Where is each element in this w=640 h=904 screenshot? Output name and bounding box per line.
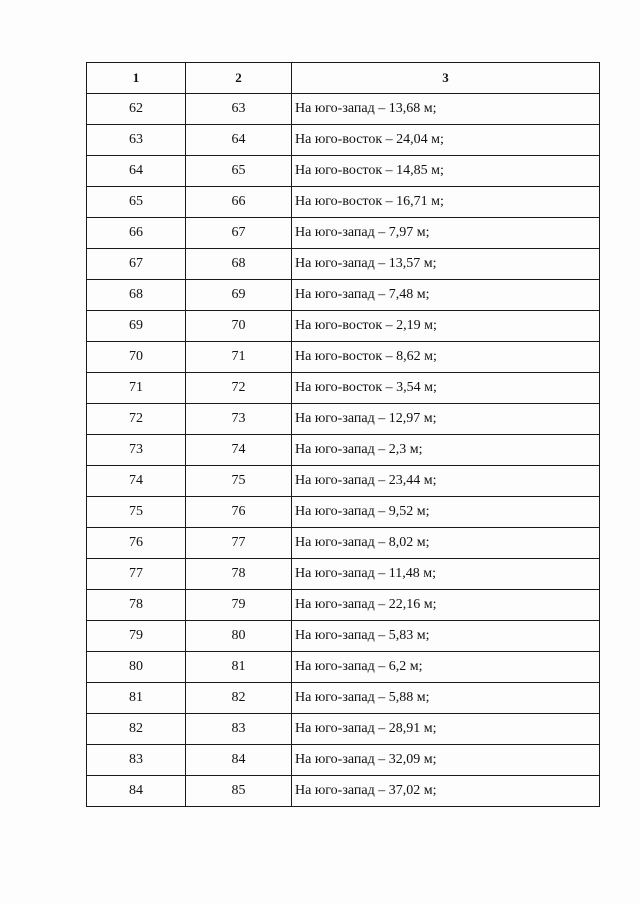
table-row bbox=[87, 621, 600, 652]
point-from-cell: 75 bbox=[87, 497, 186, 528]
direction-distance-cell: На юго-запад – 32,09 м; bbox=[292, 745, 600, 776]
direction-distance-cell: На юго-запад – 5,83 м; bbox=[292, 621, 600, 652]
table-header bbox=[87, 63, 600, 94]
direction-distance-cell: На юго-восток – 2,19 м; bbox=[292, 311, 600, 342]
point-from-cell: 79 bbox=[87, 621, 186, 652]
header-row bbox=[87, 63, 600, 94]
table-row bbox=[87, 156, 600, 187]
point-to-cell: 71 bbox=[186, 342, 292, 373]
table-row bbox=[87, 652, 600, 683]
point-from-cell: 76 bbox=[87, 528, 186, 559]
point-to-cell: 78 bbox=[186, 559, 292, 590]
point-from-cell: 80 bbox=[87, 652, 186, 683]
point-from-cell: 62 bbox=[87, 94, 186, 125]
point-from-cell: 65 bbox=[87, 187, 186, 218]
direction-distance-cell: На юго-запад – 6,2 м; bbox=[292, 652, 600, 683]
point-to-cell: 74 bbox=[186, 435, 292, 466]
point-to-cell: 82 bbox=[186, 683, 292, 714]
point-from-cell: 82 bbox=[87, 714, 186, 745]
point-from-cell: 64 bbox=[87, 156, 186, 187]
table-row bbox=[87, 125, 600, 156]
direction-distance-cell: На юго-запад – 22,16 м; bbox=[292, 590, 600, 621]
point-to-cell: 80 bbox=[186, 621, 292, 652]
table-row bbox=[87, 249, 600, 280]
point-to-cell: 72 bbox=[186, 373, 292, 404]
point-to-cell: 76 bbox=[186, 497, 292, 528]
point-from-cell: 67 bbox=[87, 249, 186, 280]
direction-distance-cell: На юго-восток – 8,62 м; bbox=[292, 342, 600, 373]
point-from-cell: 71 bbox=[87, 373, 186, 404]
table-row bbox=[87, 94, 600, 125]
table-row bbox=[87, 528, 600, 559]
direction-distance-cell: На юго-запад – 13,68 м; bbox=[292, 94, 600, 125]
point-from-cell: 81 bbox=[87, 683, 186, 714]
direction-distance-cell: На юго-запад – 12,97 м; bbox=[292, 404, 600, 435]
column-header-3: 3 bbox=[292, 63, 600, 94]
boundary-table bbox=[86, 62, 600, 807]
point-from-cell: 68 bbox=[87, 280, 186, 311]
point-to-cell: 84 bbox=[186, 745, 292, 776]
point-to-cell: 67 bbox=[186, 218, 292, 249]
table-row bbox=[87, 590, 600, 621]
table-row bbox=[87, 745, 600, 776]
point-to-cell: 65 bbox=[186, 156, 292, 187]
table-row bbox=[87, 218, 600, 249]
point-to-cell: 77 bbox=[186, 528, 292, 559]
direction-distance-cell: На юго-восток – 3,54 м; bbox=[292, 373, 600, 404]
direction-distance-cell: На юго-запад – 7,48 м; bbox=[292, 280, 600, 311]
table-row bbox=[87, 404, 600, 435]
table-row bbox=[87, 714, 600, 745]
point-to-cell: 79 bbox=[186, 590, 292, 621]
direction-distance-cell: На юго-запад – 2,3 м; bbox=[292, 435, 600, 466]
direction-distance-cell: На юго-восток – 14,85 м; bbox=[292, 156, 600, 187]
point-from-cell: 69 bbox=[87, 311, 186, 342]
table-body bbox=[87, 94, 600, 807]
table-row bbox=[87, 187, 600, 218]
point-to-cell: 81 bbox=[186, 652, 292, 683]
point-from-cell: 66 bbox=[87, 218, 186, 249]
direction-distance-cell: На юго-запад – 23,44 м; bbox=[292, 466, 600, 497]
column-header-2: 2 bbox=[186, 63, 292, 94]
point-from-cell: 77 bbox=[87, 559, 186, 590]
table-row bbox=[87, 435, 600, 466]
point-from-cell: 74 bbox=[87, 466, 186, 497]
table-row bbox=[87, 311, 600, 342]
point-to-cell: 66 bbox=[186, 187, 292, 218]
table-row bbox=[87, 342, 600, 373]
direction-distance-cell: На юго-запад – 28,91 м; bbox=[292, 714, 600, 745]
direction-distance-cell: На юго-восток – 24,04 м; bbox=[292, 125, 600, 156]
direction-distance-cell: На юго-запад – 13,57 м; bbox=[292, 249, 600, 280]
point-to-cell: 63 bbox=[186, 94, 292, 125]
table-row bbox=[87, 497, 600, 528]
column-header-1: 1 bbox=[87, 63, 186, 94]
table-row bbox=[87, 683, 600, 714]
point-to-cell: 69 bbox=[186, 280, 292, 311]
table-row bbox=[87, 466, 600, 497]
point-from-cell: 84 bbox=[87, 776, 186, 807]
point-from-cell: 83 bbox=[87, 745, 186, 776]
table-row bbox=[87, 280, 600, 311]
direction-distance-cell: На юго-восток – 16,71 м; bbox=[292, 187, 600, 218]
direction-distance-cell: На юго-запад – 5,88 м; bbox=[292, 683, 600, 714]
point-to-cell: 83 bbox=[186, 714, 292, 745]
table-row bbox=[87, 776, 600, 807]
table-row bbox=[87, 559, 600, 590]
point-from-cell: 73 bbox=[87, 435, 186, 466]
point-to-cell: 75 bbox=[186, 466, 292, 497]
point-to-cell: 68 bbox=[186, 249, 292, 280]
direction-distance-cell: На юго-запад – 37,02 м; bbox=[292, 776, 600, 807]
direction-distance-cell: На юго-запад – 7,97 м; bbox=[292, 218, 600, 249]
table-row bbox=[87, 373, 600, 404]
point-to-cell: 85 bbox=[186, 776, 292, 807]
point-from-cell: 72 bbox=[87, 404, 186, 435]
point-from-cell: 63 bbox=[87, 125, 186, 156]
point-to-cell: 64 bbox=[186, 125, 292, 156]
point-to-cell: 70 bbox=[186, 311, 292, 342]
point-to-cell: 73 bbox=[186, 404, 292, 435]
direction-distance-cell: На юго-запад – 11,48 м; bbox=[292, 559, 600, 590]
direction-distance-cell: На юго-запад – 9,52 м; bbox=[292, 497, 600, 528]
point-from-cell: 78 bbox=[87, 590, 186, 621]
point-from-cell: 70 bbox=[87, 342, 186, 373]
direction-distance-cell: На юго-запад – 8,02 м; bbox=[292, 528, 600, 559]
